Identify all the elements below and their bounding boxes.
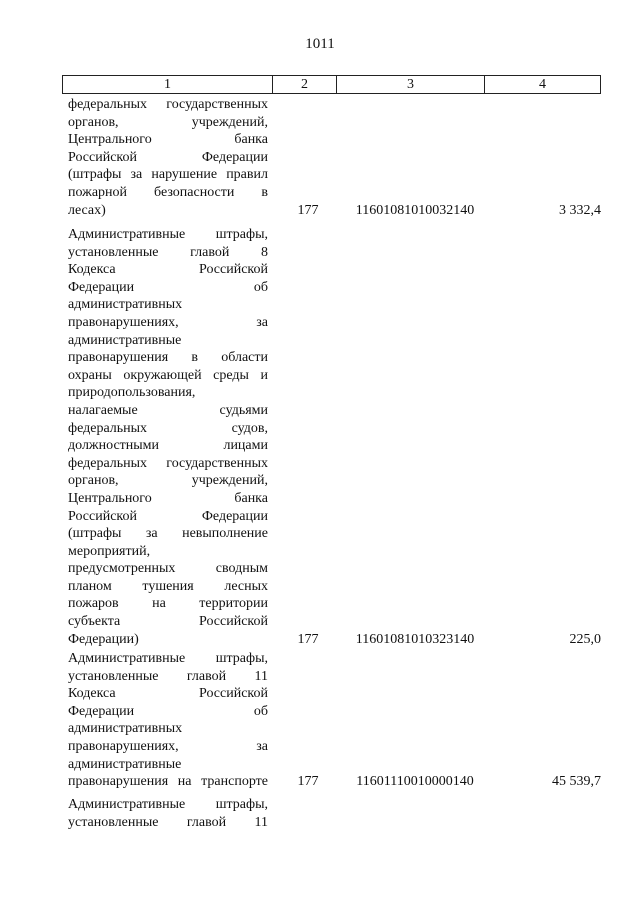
row-description — [68, 650, 268, 791]
description-line: налагаемые судьями — [68, 402, 268, 418]
row-description — [68, 226, 268, 648]
description-line: Кодекса Российской — [68, 262, 268, 278]
description-line: предусмотренных сводным — [68, 561, 268, 577]
description-line: (штрафы за невыполнение — [68, 526, 268, 542]
description-line: охраны окружающей среды и — [68, 367, 268, 383]
description-line: правонарушениях, за — [68, 314, 268, 330]
description-line: Российской Федерации — [68, 149, 268, 165]
description-line: Центрального банка — [68, 132, 268, 148]
amount: 3 332,4 — [559, 202, 601, 218]
budget-code: 11601081010032140 — [355, 202, 475, 218]
description-line: Центрального банка — [68, 490, 268, 506]
description-line: пожарной безопасности в — [68, 184, 268, 200]
description-line: лесах) — [68, 202, 106, 218]
budget-code: 11601110010000140 — [356, 774, 474, 790]
header-col-3: 3 — [337, 76, 485, 93]
description-line: федеральных государственных — [68, 97, 268, 112]
budget-code: 11601081010323140 — [355, 631, 475, 647]
header-col-1: 1 — [63, 76, 273, 93]
admin-code: 177 — [297, 631, 319, 647]
description-line: Административные штрафы, — [68, 797, 268, 812]
description-line: Российской Федерации — [68, 508, 268, 524]
description-line: Административные штрафы, — [68, 227, 268, 242]
header-col-4: 4 — [539, 77, 546, 92]
description-line: установленные главой 11 — [68, 668, 268, 684]
description-line: (штрафы за нарушение правил — [68, 167, 268, 183]
description-line: пожаров на территории — [68, 596, 268, 612]
header-col-2: 2 — [273, 76, 337, 93]
description-line: федеральных судов, — [68, 420, 268, 436]
description-line: органов, учреждений, — [68, 114, 268, 130]
description-line: субъекта Российской — [68, 614, 268, 630]
admin-code: 177 — [297, 774, 319, 790]
description-line: административных — [68, 297, 183, 313]
description-line: федеральных государственных — [68, 455, 268, 471]
description-line: правонарушения в области — [68, 350, 268, 366]
description-line: Федерации об — [68, 279, 268, 295]
description-line: органов, учреждений, — [68, 473, 268, 489]
description-line: Административные штрафы, — [68, 651, 268, 666]
amount: 45 539,7 — [552, 774, 601, 790]
description-line: природопользования, — [68, 385, 196, 401]
amount: 225,0 — [569, 631, 601, 647]
row-description — [68, 96, 268, 219]
admin-code: 177 — [297, 202, 319, 218]
description-line: Кодекса Российской — [68, 686, 268, 702]
description-line: административных — [68, 721, 183, 737]
description-line: правонарушениях, за — [68, 738, 268, 754]
page-number: 1011 — [305, 36, 335, 52]
description-line: установленные главой 8 — [68, 244, 268, 260]
table-header — [62, 75, 601, 94]
description-line: Федерации) — [68, 631, 139, 647]
description-line: административные — [68, 756, 182, 772]
description-line: Федерации об — [68, 703, 268, 719]
description-line: планом тушения лесных — [68, 578, 268, 594]
description-line: административные — [68, 332, 182, 348]
description-line: правонарушения на транспорте — [68, 774, 268, 790]
row-description — [68, 796, 268, 831]
description-line: должностными лицами — [68, 438, 268, 454]
description-line: мероприятий, — [68, 543, 151, 559]
description-line: установленные главой 11 — [68, 814, 268, 830]
